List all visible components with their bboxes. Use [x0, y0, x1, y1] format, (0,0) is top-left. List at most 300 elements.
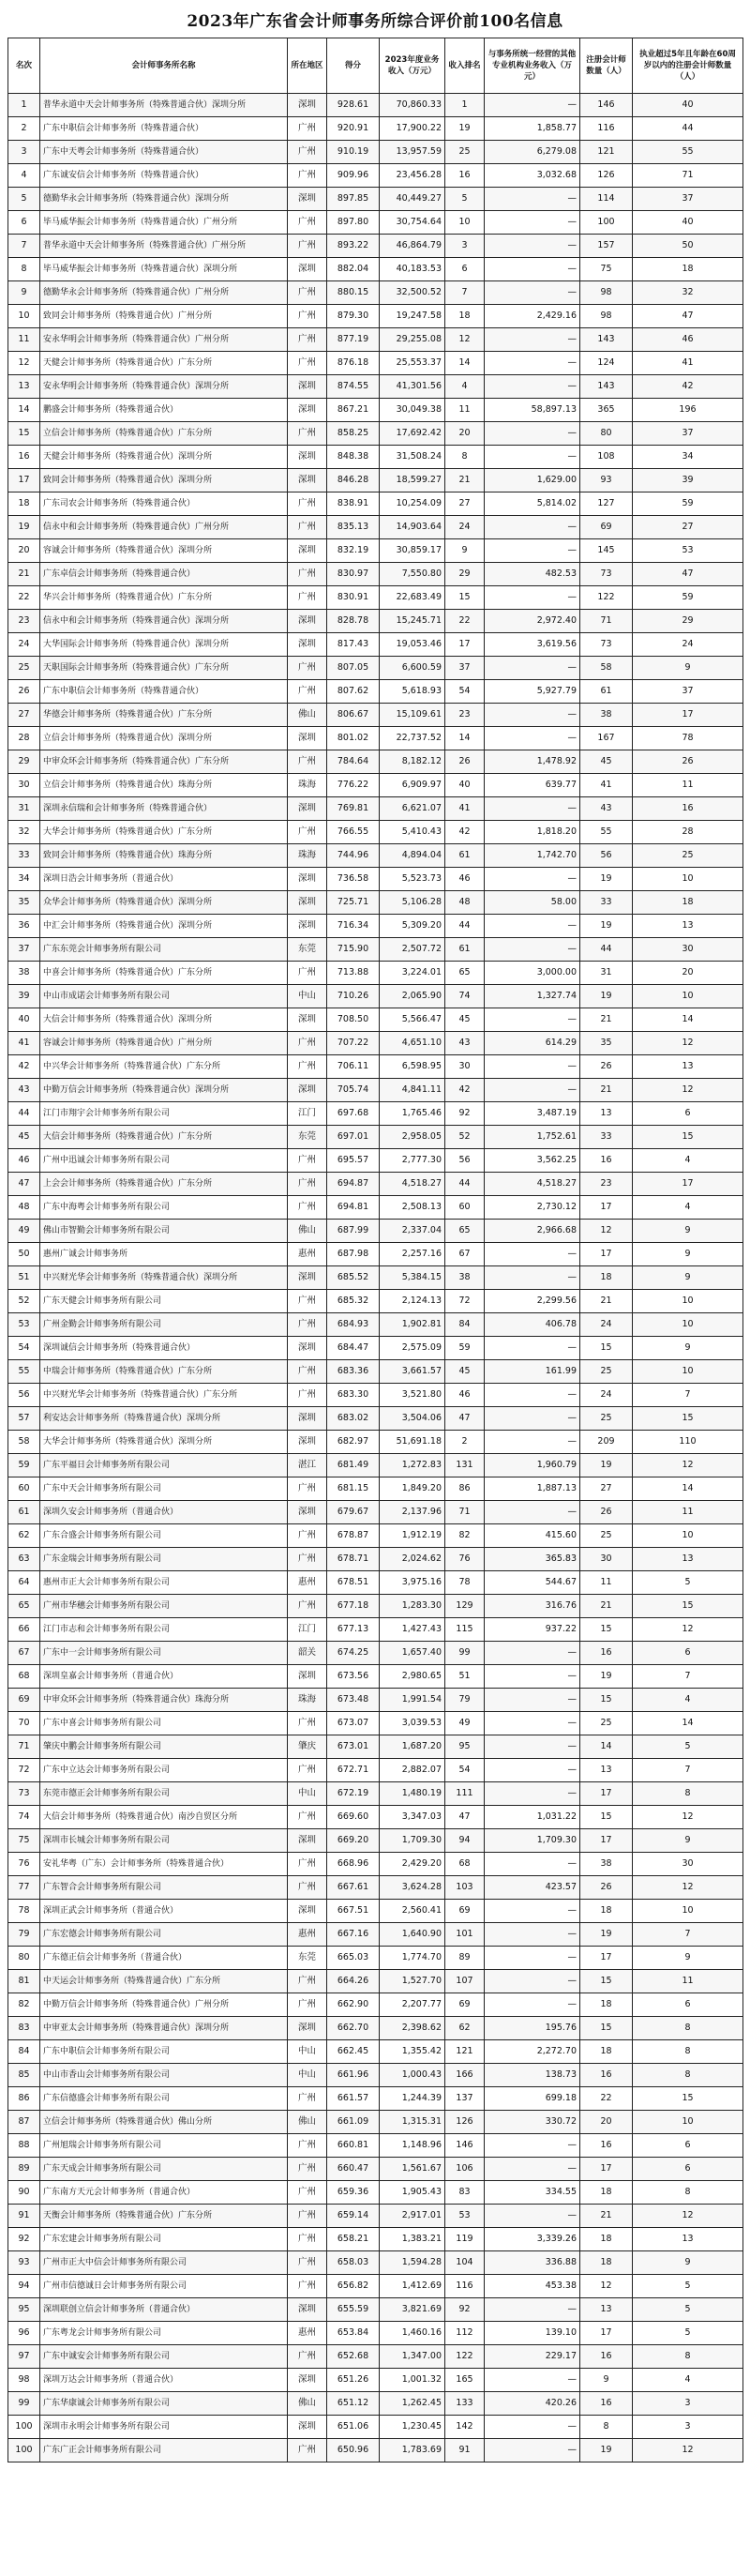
revenue-cell: 32,500.52 [380, 281, 445, 305]
revenue-cell: 2,398.62 [380, 2017, 445, 2040]
cpa-count-cell: 19 [580, 1923, 633, 1947]
table-row [8, 2322, 743, 2345]
rank-cell: 22 [8, 586, 40, 610]
region-cell: 中山 [288, 2064, 327, 2087]
revenue-cell: 3,975.16 [380, 1571, 445, 1595]
region-cell: 珠海 [288, 1689, 327, 1712]
score-cell: 681.15 [327, 1477, 380, 1501]
revenue-cell: 8,182.12 [380, 750, 445, 774]
firm-name-cell: 中喜会计师事务所（特殊普通合伙）广东分所 [40, 962, 288, 985]
revenue-cell: 18,599.27 [380, 469, 445, 492]
cpa-count-cell: 15 [580, 1689, 633, 1712]
region-cell: 广州 [288, 2205, 327, 2228]
firm-name-cell: 普华永道中天会计师事务所（特殊普通合伙）深圳分所 [40, 94, 288, 117]
experienced-cpa-cell: 24 [633, 633, 743, 657]
revenue-rank-cell: 74 [445, 985, 485, 1008]
table-row [8, 1665, 743, 1689]
table-row [8, 1548, 743, 1571]
experienced-cpa-cell: 14 [633, 1477, 743, 1501]
revenue-cell: 1,347.00 [380, 2345, 445, 2369]
score-cell: 661.57 [327, 2087, 380, 2111]
experienced-cpa-cell: 15 [633, 1407, 743, 1431]
rank-cell: 61 [8, 1501, 40, 1524]
revenue-cell: 1,427.43 [380, 1618, 445, 1642]
cpa-count-cell: 55 [580, 821, 633, 844]
score-cell: 832.19 [327, 539, 380, 563]
other-revenue-cell: — [485, 1501, 580, 1524]
score-cell: 776.22 [327, 774, 380, 797]
rank-cell: 6 [8, 211, 40, 235]
cpa-count-cell: 15 [580, 1337, 633, 1360]
experienced-cpa-cell: 3 [633, 2392, 743, 2416]
score-cell: 713.88 [327, 962, 380, 985]
revenue-cell: 22,683.49 [380, 586, 445, 610]
region-cell: 中山 [288, 985, 327, 1008]
firm-name-cell: 广东金瑞会计师事务所有限公司 [40, 1548, 288, 1571]
rank-cell: 48 [8, 1196, 40, 1220]
cpa-count-cell: 17 [580, 1243, 633, 1266]
rank-cell: 56 [8, 1384, 40, 1407]
other-revenue-cell: — [485, 2134, 580, 2158]
table-row [8, 1993, 743, 2017]
score-cell: 682.97 [327, 1431, 380, 1454]
firm-name-cell: 广东粤龙会计师事务所有限公司 [40, 2322, 288, 2345]
firm-name-cell: 广东中喜会计师事务所有限公司 [40, 1712, 288, 1735]
table-row [8, 516, 743, 539]
cpa-count-cell: 25 [580, 1360, 633, 1384]
table-row [8, 1266, 743, 1290]
other-revenue-cell: 2,272.70 [485, 2040, 580, 2064]
rank-cell: 91 [8, 2205, 40, 2228]
other-revenue-cell: 699.18 [485, 2087, 580, 2111]
experienced-cpa-cell: 196 [633, 399, 743, 422]
other-revenue-cell: — [485, 1266, 580, 1290]
table-row [8, 1384, 743, 1407]
revenue-rank-cell: 26 [445, 750, 485, 774]
cpa-count-cell: 19 [580, 985, 633, 1008]
header-revenue-rank: 收入排名 [445, 38, 485, 94]
region-cell: 广州 [288, 1595, 327, 1618]
rank-cell: 92 [8, 2228, 40, 2251]
score-cell: 848.38 [327, 446, 380, 469]
revenue-rank-cell: 18 [445, 305, 485, 328]
experienced-cpa-cell: 10 [633, 868, 743, 891]
region-cell: 深圳 [288, 1501, 327, 1524]
rank-cell: 63 [8, 1548, 40, 1571]
header-cpa-count: 注册会计师数量（人） [580, 38, 633, 94]
revenue-cell: 1,709.30 [380, 1829, 445, 1853]
revenue-rank-cell: 122 [445, 2345, 485, 2369]
region-cell: 深圳 [288, 1079, 327, 1102]
score-cell: 659.36 [327, 2181, 380, 2205]
region-cell: 广州 [288, 1548, 327, 1571]
score-cell: 708.50 [327, 1008, 380, 1032]
revenue-rank-cell: 72 [445, 1290, 485, 1313]
table-row [8, 563, 743, 586]
score-cell: 882.04 [327, 258, 380, 281]
revenue-cell: 1,412.69 [380, 2275, 445, 2298]
rank-cell: 88 [8, 2134, 40, 2158]
firm-name-cell: 广东中立达会计师事务所有限公司 [40, 1759, 288, 1782]
experienced-cpa-cell: 12 [633, 1876, 743, 1900]
table-row [8, 2228, 743, 2251]
region-cell: 广州 [288, 1290, 327, 1313]
table-row [8, 211, 743, 235]
rank-cell: 86 [8, 2087, 40, 2111]
score-cell: 661.09 [327, 2111, 380, 2134]
revenue-cell: 2,257.16 [380, 1243, 445, 1266]
firm-name-cell: 中兴华会计师事务所（特殊普通合伙）广东分所 [40, 1055, 288, 1079]
cpa-count-cell: 15 [580, 1806, 633, 1829]
revenue-cell: 3,224.01 [380, 962, 445, 985]
revenue-rank-cell: 65 [445, 962, 485, 985]
other-revenue-cell: 2,730.12 [485, 1196, 580, 1220]
revenue-cell: 10,254.09 [380, 492, 445, 516]
experienced-cpa-cell: 14 [633, 1712, 743, 1735]
revenue-cell: 1,283.30 [380, 1595, 445, 1618]
revenue-rank-cell: 14 [445, 352, 485, 375]
other-revenue-cell: 161.99 [485, 1360, 580, 1384]
experienced-cpa-cell: 6 [633, 1102, 743, 1126]
region-cell: 东莞 [288, 1947, 327, 1970]
other-revenue-cell: — [485, 2205, 580, 2228]
revenue-rank-cell: 83 [445, 2181, 485, 2205]
revenue-cell: 6,621.07 [380, 797, 445, 821]
region-cell: 深圳 [288, 399, 327, 422]
table-row [8, 1313, 743, 1337]
score-cell: 650.96 [327, 2439, 380, 2462]
region-cell: 广州 [288, 680, 327, 704]
table-body [8, 94, 743, 2462]
rank-cell: 45 [8, 1126, 40, 1149]
rank-cell: 73 [8, 1782, 40, 1806]
region-cell: 佛山 [288, 1220, 327, 1243]
revenue-cell: 5,523.73 [380, 868, 445, 891]
experienced-cpa-cell: 9 [633, 1947, 743, 1970]
experienced-cpa-cell: 25 [633, 844, 743, 868]
score-cell: 683.02 [327, 1407, 380, 1431]
experienced-cpa-cell: 46 [633, 328, 743, 352]
table-row [8, 2298, 743, 2322]
revenue-cell: 1,480.19 [380, 1782, 445, 1806]
revenue-cell: 1,765.46 [380, 1102, 445, 1126]
table-row [8, 704, 743, 727]
region-cell: 深圳 [288, 94, 327, 117]
other-revenue-cell: — [485, 375, 580, 399]
revenue-rank-cell: 106 [445, 2158, 485, 2181]
region-cell: 广州 [288, 2158, 327, 2181]
revenue-cell: 6,600.59 [380, 657, 445, 680]
other-revenue-cell: 6,279.08 [485, 141, 580, 164]
revenue-rank-cell: 53 [445, 2205, 485, 2228]
table-row [8, 446, 743, 469]
region-cell: 广州 [288, 2228, 327, 2251]
cpa-count-cell: 25 [580, 1712, 633, 1735]
cpa-count-cell: 126 [580, 164, 633, 188]
score-cell: 660.47 [327, 2158, 380, 2181]
other-revenue-cell: — [485, 1759, 580, 1782]
rank-cell: 42 [8, 1055, 40, 1079]
region-cell: 佛山 [288, 2392, 327, 2416]
experienced-cpa-cell: 41 [633, 352, 743, 375]
experienced-cpa-cell: 55 [633, 141, 743, 164]
experienced-cpa-cell: 9 [633, 657, 743, 680]
score-cell: 669.60 [327, 1806, 380, 1829]
experienced-cpa-cell: 10 [633, 1313, 743, 1337]
rank-cell: 46 [8, 1149, 40, 1173]
revenue-rank-cell: 44 [445, 915, 485, 938]
table-row [8, 375, 743, 399]
region-cell: 深圳 [288, 610, 327, 633]
revenue-cell: 19,247.58 [380, 305, 445, 328]
revenue-rank-cell: 42 [445, 821, 485, 844]
table-row [8, 352, 743, 375]
table-row [8, 1618, 743, 1642]
experienced-cpa-cell: 30 [633, 938, 743, 962]
other-revenue-cell: 1,858.77 [485, 117, 580, 141]
rank-cell: 70 [8, 1712, 40, 1735]
firm-name-cell: 中汇会计师事务所（特殊普通合伙）深圳分所 [40, 915, 288, 938]
experienced-cpa-cell: 10 [633, 1290, 743, 1313]
cpa-count-cell: 58 [580, 657, 633, 680]
cpa-count-cell: 45 [580, 750, 633, 774]
firm-name-cell: 大信会计师事务所（特殊普通合伙）深圳分所 [40, 1008, 288, 1032]
revenue-cell: 3,039.53 [380, 1712, 445, 1735]
score-cell: 807.05 [327, 657, 380, 680]
firm-name-cell: 广州中迅诚会计师事务所有限公司 [40, 1149, 288, 1173]
revenue-cell: 30,859.17 [380, 539, 445, 563]
firm-name-cell: 广东中天粤会计师事务所（特殊普通合伙） [40, 141, 288, 164]
other-revenue-cell: 1,031.22 [485, 1806, 580, 1829]
revenue-cell: 1,902.81 [380, 1313, 445, 1337]
revenue-rank-cell: 101 [445, 1923, 485, 1947]
other-revenue-cell: — [485, 2439, 580, 2462]
experienced-cpa-cell: 15 [633, 1126, 743, 1149]
revenue-rank-cell: 21 [445, 469, 485, 492]
revenue-rank-cell: 29 [445, 563, 485, 586]
firm-name-cell: 安礼华粤（广东）会计师事务所（特殊普通合伙） [40, 1853, 288, 1876]
revenue-cell: 2,024.62 [380, 1548, 445, 1571]
score-cell: 661.96 [327, 2064, 380, 2087]
rank-cell: 77 [8, 1876, 40, 1900]
experienced-cpa-cell: 10 [633, 1524, 743, 1548]
revenue-cell: 2,124.13 [380, 1290, 445, 1313]
experienced-cpa-cell: 13 [633, 1055, 743, 1079]
experienced-cpa-cell: 9 [633, 1266, 743, 1290]
score-cell: 807.62 [327, 680, 380, 704]
revenue-rank-cell: 45 [445, 1360, 485, 1384]
revenue-rank-cell: 15 [445, 586, 485, 610]
score-cell: 879.30 [327, 305, 380, 328]
table-row [8, 539, 743, 563]
experienced-cpa-cell: 7 [633, 1665, 743, 1689]
table-row [8, 2134, 743, 2158]
rank-cell: 99 [8, 2392, 40, 2416]
table-row [8, 94, 743, 117]
cpa-count-cell: 73 [580, 563, 633, 586]
rank-cell: 9 [8, 281, 40, 305]
revenue-cell: 2,980.65 [380, 1665, 445, 1689]
firm-name-cell: 惠州广诚会计师事务所 [40, 1243, 288, 1266]
score-cell: 658.21 [327, 2228, 380, 2251]
cpa-count-cell: 143 [580, 328, 633, 352]
revenue-rank-cell: 137 [445, 2087, 485, 2111]
rank-cell: 26 [8, 680, 40, 704]
experienced-cpa-cell: 29 [633, 610, 743, 633]
rank-cell: 51 [8, 1266, 40, 1290]
region-cell: 广州 [288, 328, 327, 352]
other-revenue-cell: 1,478.92 [485, 750, 580, 774]
firm-name-cell: 肇庆中鹏会计师事务所有限公司 [40, 1735, 288, 1759]
revenue-cell: 1,460.16 [380, 2322, 445, 2345]
score-cell: 677.18 [327, 1595, 380, 1618]
table-row [8, 1360, 743, 1384]
region-cell: 佛山 [288, 2111, 327, 2134]
experienced-cpa-cell: 12 [633, 2439, 743, 2462]
cpa-count-cell: 21 [580, 2205, 633, 2228]
other-revenue-cell: 614.29 [485, 1032, 580, 1055]
cpa-count-cell: 167 [580, 727, 633, 750]
revenue-rank-cell: 40 [445, 774, 485, 797]
other-revenue-cell: 420.26 [485, 2392, 580, 2416]
other-revenue-cell: — [485, 1735, 580, 1759]
experienced-cpa-cell: 5 [633, 1735, 743, 1759]
experienced-cpa-cell: 9 [633, 1337, 743, 1360]
other-revenue-cell: 406.78 [485, 1313, 580, 1337]
table-row [8, 1032, 743, 1055]
other-revenue-cell: — [485, 1431, 580, 1454]
cpa-count-cell: 18 [580, 1266, 633, 1290]
region-cell: 广州 [288, 2134, 327, 2158]
rank-cell: 100 [8, 2416, 40, 2439]
firm-name-cell: 惠州市正大会计师事务所有限公司 [40, 1571, 288, 1595]
region-cell: 深圳 [288, 1900, 327, 1923]
experienced-cpa-cell: 4 [633, 1689, 743, 1712]
region-cell: 广州 [288, 2251, 327, 2275]
revenue-rank-cell: 23 [445, 704, 485, 727]
rank-cell: 35 [8, 891, 40, 915]
table-row [8, 2064, 743, 2087]
experienced-cpa-cell: 7 [633, 1923, 743, 1947]
table-row [8, 1782, 743, 1806]
score-cell: 674.25 [327, 1642, 380, 1665]
other-revenue-cell: 2,972.40 [485, 610, 580, 633]
revenue-cell: 2,508.13 [380, 1196, 445, 1220]
other-revenue-cell: — [485, 1079, 580, 1102]
rank-cell: 28 [8, 727, 40, 750]
revenue-rank-cell: 9 [445, 539, 485, 563]
region-cell: 中山 [288, 1782, 327, 1806]
revenue-cell: 2,882.07 [380, 1759, 445, 1782]
experienced-cpa-cell: 5 [633, 2298, 743, 2322]
region-cell: 深圳 [288, 633, 327, 657]
other-revenue-cell: 415.60 [485, 1524, 580, 1548]
cpa-count-cell: 71 [580, 610, 633, 633]
other-revenue-cell: 2,299.56 [485, 1290, 580, 1313]
score-cell: 672.19 [327, 1782, 380, 1806]
revenue-rank-cell: 42 [445, 1079, 485, 1102]
revenue-cell: 2,917.01 [380, 2205, 445, 2228]
table-row [8, 2205, 743, 2228]
revenue-rank-cell: 46 [445, 1384, 485, 1407]
cpa-count-cell: 18 [580, 1993, 633, 2017]
firm-name-cell: 致同会计师事务所（特殊普通合伙）广州分所 [40, 305, 288, 328]
revenue-cell: 41,301.56 [380, 375, 445, 399]
region-cell: 广州 [288, 352, 327, 375]
rank-cell: 3 [8, 141, 40, 164]
score-cell: 920.91 [327, 117, 380, 141]
other-revenue-cell: 1,818.20 [485, 821, 580, 844]
revenue-cell: 2,137.96 [380, 1501, 445, 1524]
firm-name-cell: 广东信德盛会计师事务所有限公司 [40, 2087, 288, 2111]
experienced-cpa-cell: 4 [633, 1196, 743, 1220]
other-revenue-cell: — [485, 2298, 580, 2322]
cpa-count-cell: 38 [580, 1853, 633, 1876]
cpa-count-cell: 100 [580, 211, 633, 235]
region-cell: 肇庆 [288, 1735, 327, 1759]
cpa-count-cell: 16 [580, 1642, 633, 1665]
firm-name-cell: 天职国际会计师事务所（特殊普通合伙）广东分所 [40, 657, 288, 680]
table-row [8, 1431, 743, 1454]
score-cell: 710.26 [327, 985, 380, 1008]
firm-name-cell: 广东天成会计师事务所有限公司 [40, 2158, 288, 2181]
experienced-cpa-cell: 12 [633, 1806, 743, 1829]
cpa-count-cell: 108 [580, 446, 633, 469]
revenue-cell: 1,244.39 [380, 2087, 445, 2111]
revenue-cell: 1,783.69 [380, 2439, 445, 2462]
score-cell: 673.56 [327, 1665, 380, 1689]
experienced-cpa-cell: 15 [633, 1595, 743, 1618]
revenue-rank-cell: 17 [445, 633, 485, 657]
other-revenue-cell: 330.72 [485, 2111, 580, 2134]
other-revenue-cell: 139.10 [485, 2322, 580, 2345]
revenue-rank-cell: 20 [445, 422, 485, 446]
region-cell: 深圳 [288, 797, 327, 821]
revenue-rank-cell: 7 [445, 281, 485, 305]
firm-name-cell: 信永中和会计师事务所（特殊普通合伙）深圳分所 [40, 610, 288, 633]
revenue-rank-cell: 119 [445, 2228, 485, 2251]
cpa-count-cell: 61 [580, 680, 633, 704]
rank-cell: 17 [8, 469, 40, 492]
table-row [8, 774, 743, 797]
other-revenue-cell: 2,429.16 [485, 305, 580, 328]
experienced-cpa-cell: 28 [633, 821, 743, 844]
rank-cell: 38 [8, 962, 40, 985]
cpa-count-cell: 16 [580, 2345, 633, 2369]
score-cell: 830.91 [327, 586, 380, 610]
cpa-count-cell: 44 [580, 938, 633, 962]
revenue-cell: 1,774.70 [380, 1947, 445, 1970]
firm-name-cell: 容诚会计师事务所（特殊普通合伙）深圳分所 [40, 539, 288, 563]
region-cell: 惠州 [288, 1923, 327, 1947]
score-cell: 685.52 [327, 1266, 380, 1290]
experienced-cpa-cell: 12 [633, 1079, 743, 1102]
experienced-cpa-cell: 6 [633, 1993, 743, 2017]
revenue-rank-cell: 16 [445, 164, 485, 188]
firm-name-cell: 容诚会计师事务所（特殊普通合伙）广州分所 [40, 1032, 288, 1055]
revenue-cell: 46,864.79 [380, 235, 445, 258]
experienced-cpa-cell: 5 [633, 2322, 743, 2345]
score-cell: 828.78 [327, 610, 380, 633]
cpa-count-cell: 26 [580, 1501, 633, 1524]
cpa-count-cell: 12 [580, 2275, 633, 2298]
revenue-rank-cell: 2 [445, 1431, 485, 1454]
revenue-cell: 1,687.20 [380, 1735, 445, 1759]
region-cell: 江门 [288, 1102, 327, 1126]
cpa-count-cell: 116 [580, 117, 633, 141]
other-revenue-cell: — [485, 258, 580, 281]
cpa-count-cell: 17 [580, 1782, 633, 1806]
